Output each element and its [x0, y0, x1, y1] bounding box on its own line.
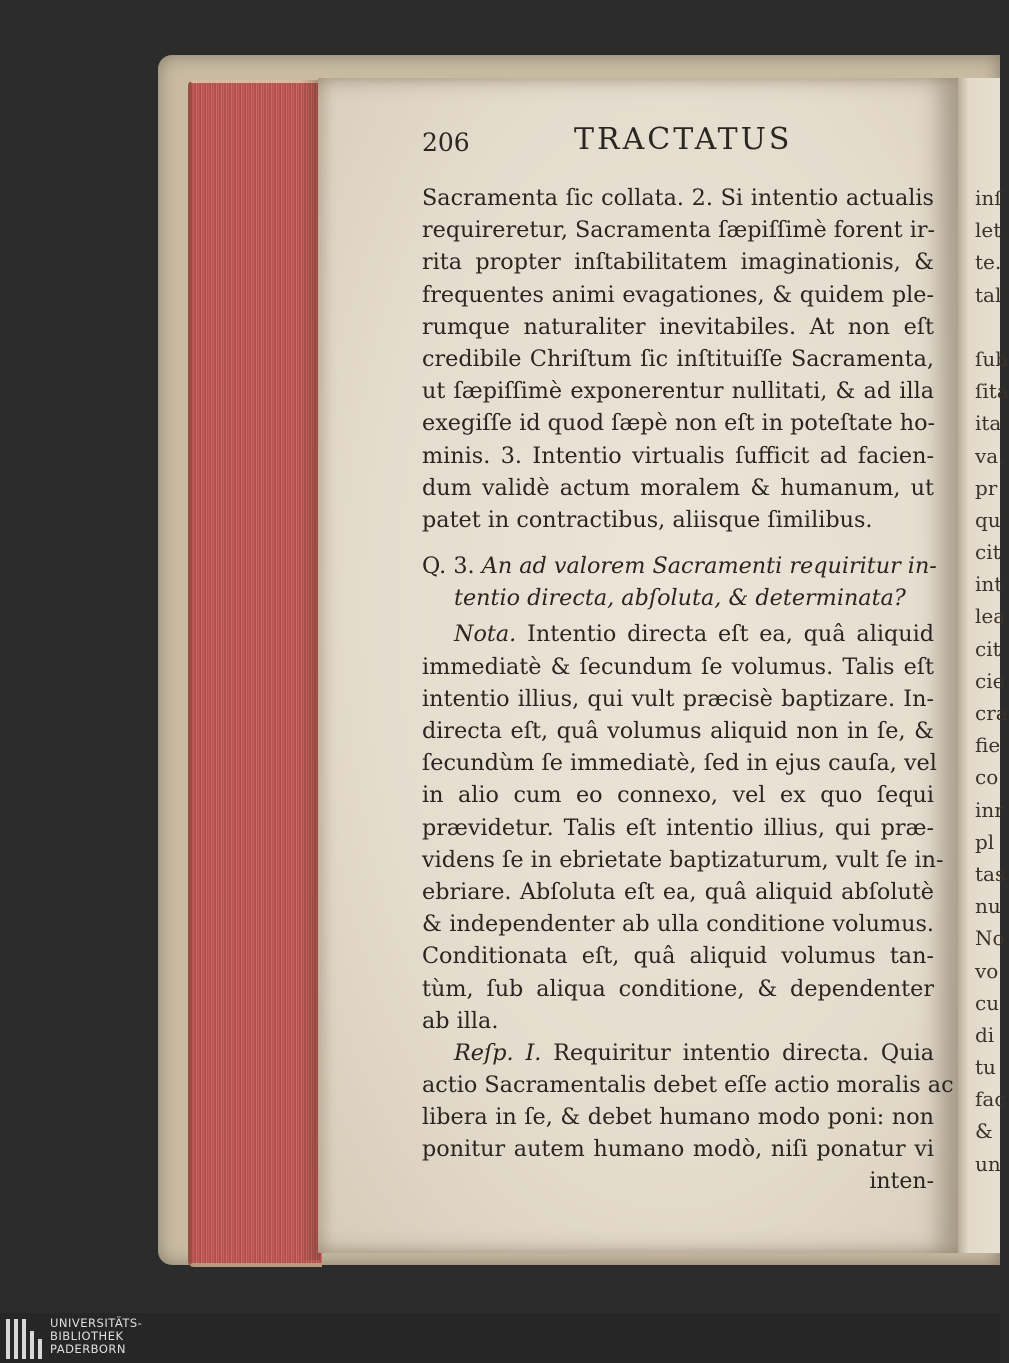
facing-fragment: &: [975, 1119, 993, 1144]
facing-fragment: inſ: [975, 186, 1002, 210]
facing-fragment: tal: [975, 282, 1002, 307]
question-text: An ad valorem Sacramenti requiritur in-: [481, 553, 937, 580]
text-line: minis. 3. Intentio virtualis ſufficit ad facien-: [422, 442, 934, 469]
text-line: intentio illius, qui vult præcisè baptizare. In-: [422, 685, 934, 712]
page-number: 206: [422, 128, 470, 157]
facing-fragment: nu: [975, 894, 1001, 919]
facing-fragment: tu: [975, 1055, 996, 1080]
text-line: Intentio directa eſt ea, quâ aliquid: [527, 621, 934, 648]
facing-fragment: cra: [975, 701, 1008, 725]
facing-fragment: int: [975, 572, 1003, 597]
facing-fragment: pl: [975, 829, 995, 854]
facing-fragment: ſub: [975, 346, 1009, 371]
paragraph-intro: [422, 182, 934, 536]
text-line: ponitur autem humano modò, niſi ponatur vi: [422, 1136, 934, 1163]
resp-label: Reſp. I.: [454, 1039, 542, 1066]
running-title: TRACTATUS: [574, 122, 793, 157]
facing-fragment: [975, 311, 1000, 343]
facing-fragment: cit: [975, 636, 1001, 661]
nota-label: Nota.: [454, 621, 517, 648]
text-line: frequentes animi evagationes, & quidem ple-: [422, 281, 934, 308]
text-line: rita propter inſtabilitatem imaginationis, &: [422, 249, 934, 276]
facing-fragment: cit: [975, 540, 1001, 565]
text-line: rumque naturaliter inevitabiles. At non eſt: [422, 313, 934, 340]
text-line: dum validè actum moralem & humanum, ut: [422, 474, 934, 501]
facing-fragment: cu: [975, 990, 1000, 1015]
text-line: tùm, ſub aliqua conditione, & dependenter: [422, 975, 934, 1002]
facing-fragment: lea: [975, 604, 1006, 629]
facing-fragment: cie: [975, 668, 1005, 693]
text-line: videns ſe in ebrietate baptizaturum, vult ſe in-: [422, 846, 944, 873]
text-line: Requiritur intentio directa. Quia: [553, 1039, 935, 1066]
text-line: directa eſt, quâ volumus aliquid non in ſe, &: [422, 718, 934, 744]
question-text: tentio directa, abſoluta, & determinata?: [454, 585, 906, 612]
facing-fragment: qu: [975, 507, 1001, 532]
text-line: libera in ſe, & debet humano modo poni: non: [422, 1104, 934, 1131]
text-line: ſecundùm ſe immediatè, ſed in ejus cauſa, vel: [422, 750, 937, 777]
text-line: Conditionata eſt, quâ aliquid volumus tan-: [422, 943, 934, 970]
text-line: ut ſæpiſſimè exponerentur nullitati, & ad illa: [422, 378, 934, 405]
text-line: prævidetur. Talis eſt intentio illius, qui præ-: [422, 814, 934, 841]
page-text: [422, 182, 954, 1198]
text-line: exegiſſe id quod ſæpè non eſt in poteſtate ho-: [422, 410, 936, 437]
library-logo-icon: [6, 1319, 44, 1359]
library-name: UNIVERSITÄTS- BIBLIOTHEK PADERBORN: [50, 1316, 143, 1356]
facing-fragment: fie: [975, 733, 1001, 758]
nota-paragraph: [422, 618, 944, 1036]
library-footer: [0, 1313, 1000, 1363]
text-line: requireretur, Sacramenta ſæpiſſimè forent ir-: [422, 217, 936, 244]
text-line: ab illa.: [422, 1007, 499, 1034]
facing-fragment: vo: [975, 958, 999, 983]
text-line: immediatè & ſecundum ſe volumus. Talis eſt: [422, 653, 934, 680]
text-line: in alio cum eo connexo, vel ex quo ſequi: [422, 782, 934, 809]
facing-fragment: va.: [975, 443, 1005, 468]
question-block: [422, 550, 937, 614]
text-line: ebriare. Abſoluta eſt ea, quâ aliquid abſolutè: [422, 878, 934, 905]
text-line: Sacramenta ſic collata. 2. Si intentio actualis: [422, 185, 934, 211]
catchword: inten-: [869, 1168, 934, 1194]
text-line: patet in contractibus, aliisque ſimilibus.: [422, 506, 873, 533]
text-line: & independenter ab ulla conditione volumus.: [422, 911, 934, 938]
facing-fragment: un: [975, 1151, 1001, 1176]
text-line: actio Sacramentalis debet eſſe actio moralis ac: [422, 1072, 954, 1099]
facing-fragment: co: [975, 765, 999, 790]
text-line: credibile Chriſtum ſic inſtituiſſe Sacramenta,: [422, 345, 934, 372]
facing-fragment: te.: [975, 250, 1002, 275]
question-label: Q. 3.: [422, 553, 475, 580]
facing-fragment: pr: [975, 475, 998, 500]
page-header: [422, 122, 942, 162]
facing-fragment: ſita: [975, 379, 1009, 404]
fore-edge-shadow: [300, 80, 320, 1260]
facing-fragment: No: [975, 926, 1005, 951]
facing-fragment: let: [975, 218, 1002, 243]
resp-paragraph: [422, 1037, 954, 1198]
facing-fragment: di: [975, 1022, 995, 1047]
facing-page-text: [975, 182, 1009, 1180]
facing-fragment: fac: [975, 1087, 1006, 1112]
facing-fragment: ita: [975, 411, 1002, 436]
facing-fragment: tas: [975, 861, 1006, 886]
facing-fragment: inr: [975, 797, 1004, 822]
